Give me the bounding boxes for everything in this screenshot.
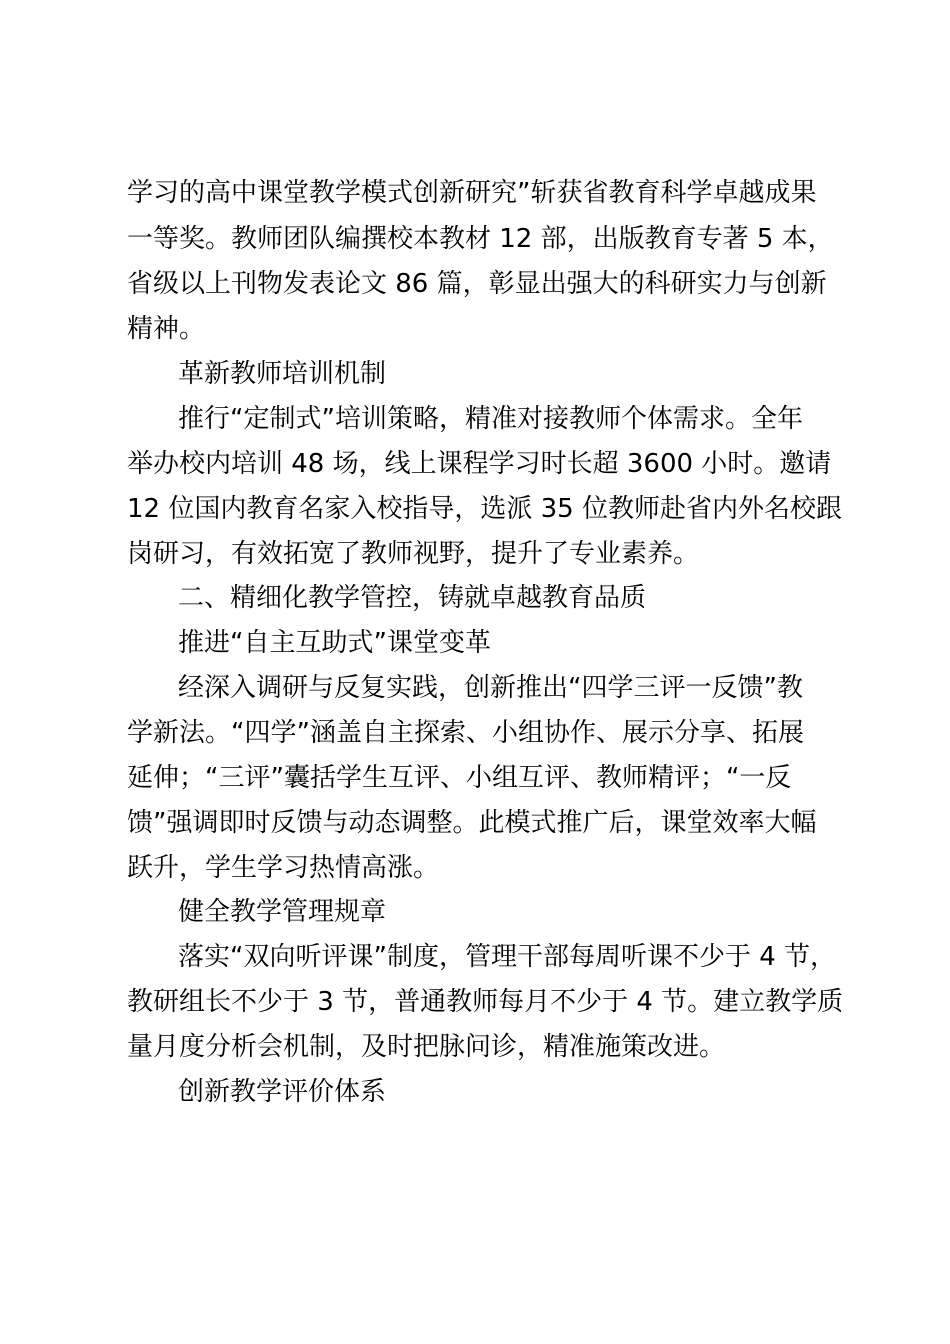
- section-heading: 革新教师培训机制: [178, 359, 387, 389]
- paragraph-first-line: 落实“双向听评课”制度，管理干部每周听课不少于 4 节，: [178, 942, 837, 972]
- paragraph-first-line: 推行“定制式”培训策略，精准对接教师个体需求。全年: [178, 404, 803, 434]
- body-text-line: 12 位国内教育名家入校指导，选派 35 位教师赴省内外名校跟: [127, 494, 842, 524]
- body-text-line: 一等奖。教师团队编撰校本教材 12 部，出版教育专著 5 本，: [127, 224, 834, 254]
- body-text-line: 举办校内培训 48 场，线上课程学习时长超 3600 小时。邀请: [127, 449, 832, 479]
- body-text-line: 岗研习，有效拓宽了教师视野，提升了专业素养。: [127, 539, 700, 569]
- body-text-line: 量月度分析会机制，及时把脉问诊，精准施策改进。: [127, 1032, 726, 1062]
- body-text-line: 馈”强调即时反馈与动态调整。此模式推广后，课堂效率大幅: [127, 808, 817, 838]
- body-text-line: 延伸；“三评”囊括学生互评、小组互评、教师精评；“一反: [127, 763, 792, 793]
- body-text-line: 学习的高中课堂教学模式创新研究”斩获省教育科学卓越成果: [127, 178, 817, 208]
- body-text-line: 跃升，学生学习热情高涨。: [127, 853, 440, 883]
- body-text-line: 精神。: [127, 314, 206, 344]
- paragraph-first-line: 经深入调研与反复实践，创新推出“四学三评一反馈”教: [178, 673, 803, 703]
- body-text-line: 学新法。“四学”涵盖自主探索、小组协作、展示分享、拓展: [127, 718, 804, 748]
- section-heading: 创新教学评价体系: [178, 1077, 387, 1107]
- body-text-line: 省级以上刊物发表论文 86 篇，彰显出强大的科研实力与创新: [127, 269, 827, 299]
- body-text-line: 教研组长不少于 3 节，普通教师每月不少于 4 节。建立教学质: [127, 987, 844, 1017]
- chapter-heading: 二、精细化教学管控，铸就卓越教育品质: [178, 583, 647, 613]
- section-heading: 健全教学管理规章: [178, 897, 387, 927]
- section-heading: 推进“自主互助式”课堂变革: [178, 628, 491, 658]
